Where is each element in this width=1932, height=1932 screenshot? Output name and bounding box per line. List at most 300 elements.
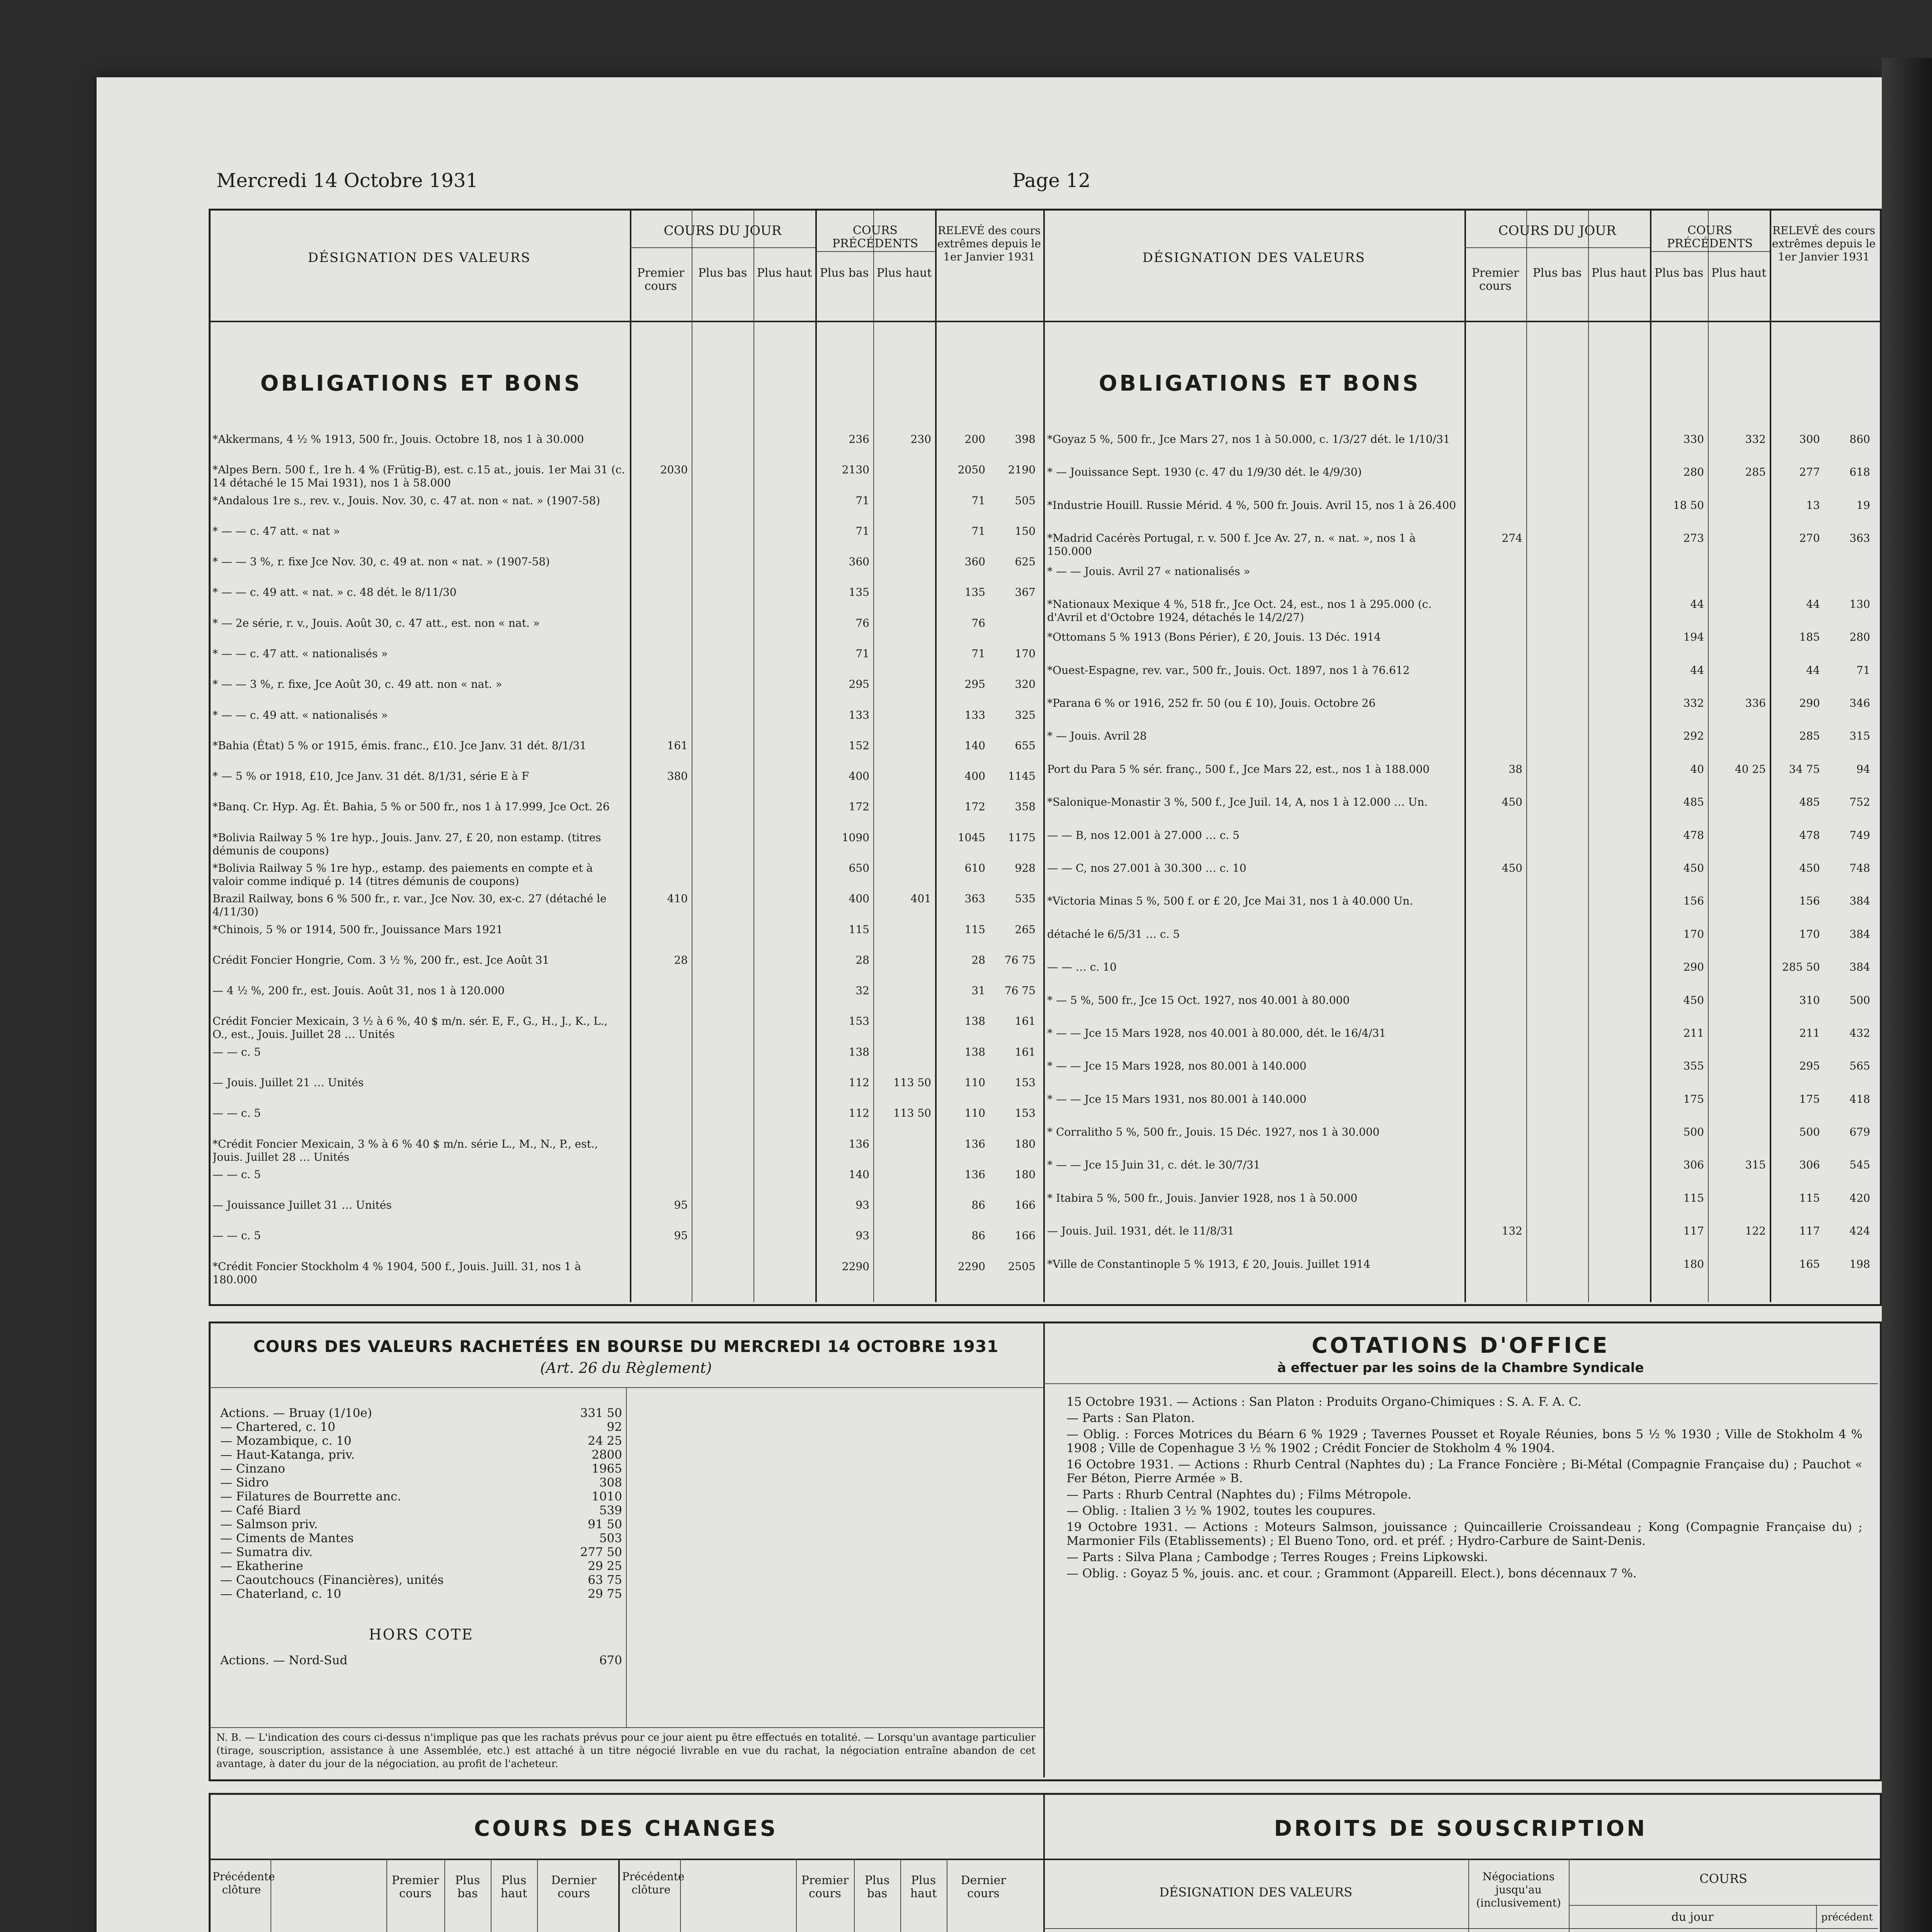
releve-low-value: 44 <box>1806 597 1820 611</box>
releve-low-value: 200 <box>964 433 985 446</box>
prec-bas-value: 44 <box>1690 663 1704 677</box>
rachetee-label: — Haut-Katanga, priv. <box>220 1448 355 1462</box>
releve-low-value: 1045 <box>957 831 985 844</box>
releve-high-value: 535 <box>1015 892 1036 905</box>
rachetee-label: — Ekatherine <box>220 1559 303 1573</box>
releve-low-value: 86 <box>971 1229 985 1242</box>
releve-high-value: 500 <box>1849 993 1870 1007</box>
bond-label: *Ottomans 5 % 1913 (Bons Périer), £ 20, Jouis. 13 Déc. 1914 <box>1047 631 1381 644</box>
releve-high-value: 161 <box>1015 1015 1036 1028</box>
prec-bas-value: 71 <box>855 524 869 537</box>
cotation-line: 16 Octobre 1931. — Actions : Rhurb Central (Naphtes du) ; La France Foncière ; Bi-Métal (Compagnie Française du) ; Pauchot « Fer Béton, Pierre Armée » B. <box>1066 1458 1862 1485</box>
precedents-rule <box>815 251 935 252</box>
releve-high-value: 752 <box>1849 796 1870 809</box>
changes-col-rule <box>680 1859 681 1932</box>
prec-bas-value: 500 <box>1683 1126 1704 1139</box>
releve-high-value: 384 <box>1849 961 1870 974</box>
rachetee-label: — Chaterland, c. 10 <box>220 1587 342 1601</box>
releve-high-value: 545 <box>1849 1158 1870 1172</box>
change-dernier-head: Dernier cours <box>961 1874 1006 1900</box>
rachetee-value: 24 25 <box>588 1434 622 1448</box>
prec-bas-value: 478 <box>1683 828 1704 842</box>
premier-cours-head: Premier cours <box>637 266 685 293</box>
header-date: Mercredi 14 Octobre 1931 <box>216 169 478 192</box>
rachetee-label: — Café Biard <box>220 1503 301 1517</box>
releve-low-value: 185 <box>1799 631 1820 644</box>
prec-bas-value: 140 <box>849 1168 869 1181</box>
releve-high-value: 679 <box>1849 1126 1870 1139</box>
bond-label: *Industrie Houill. Russie Mérid. 4 %, 500 fr. Jouis. Avril 15, nos 1 à 26.400 <box>1047 498 1456 512</box>
releve-low-value: 170 <box>1799 927 1820 940</box>
prec-haut-value: 113 50 <box>893 1107 931 1120</box>
prec-haut-value: 40 25 <box>1735 762 1766 776</box>
releve-high-value: 166 <box>1015 1199 1036 1212</box>
releve-low-value: 115 <box>964 923 985 936</box>
prec-bas-value: 40 <box>1690 762 1704 776</box>
change-bas-head: Plus bas <box>864 1874 890 1900</box>
bond-label: * — — Jce 15 Juin 31, c. dét. le 30/7/31 <box>1047 1158 1260 1172</box>
change-prec-head: Précédente clôture <box>213 1870 275 1896</box>
column-rule <box>1588 209 1589 1302</box>
releve-high-value: 150 <box>1015 524 1036 537</box>
prec-bas-value: 175 <box>1683 1092 1704 1105</box>
bond-label: *Bolivia Railway 5 % 1re hyp., estamp. des paiements en compte et à valoir comme indiqué p. 14 (titres démunis de coupons) <box>213 862 593 888</box>
header-page-number: Page 12 <box>1012 169 1091 192</box>
bond-label: *Bolivia Railway 5 % 1re hyp., Jouis. Janv. 27, £ 20, non estamp. (titres démunis de coupons) <box>213 831 601 857</box>
prec-bas-value: 115 <box>1683 1191 1704 1204</box>
middle-divider <box>1043 1321 1045 1777</box>
prec-plus-bas-head: Plus bas <box>1654 266 1704 280</box>
bond-label: — 4 ½ %, 200 fr., est. Jouis. Août 31, nos 1 à 120.000 <box>213 984 505 997</box>
releve-high-value: 363 <box>1849 532 1870 545</box>
center-divider <box>1043 209 1045 1302</box>
bond-label: * — 5 % or 1918, £10, Jce Janv. 31 dét. 8/1/31, série E à F <box>213 770 529 783</box>
sousc-cours-head: COURS <box>1699 1871 1747 1886</box>
prec-bas-value: 306 <box>1683 1158 1704 1172</box>
releve-low-value: 28 <box>971 953 985 966</box>
bond-label: *Victoria Minas 5 %, 500 f. or £ 20, Jce Mai 31, nos 1 à 40.000 Un. <box>1047 895 1413 908</box>
rachetees-nb: N. B. — L'indication des cours ci-dessus n'implique pas que les rachats prévus pour ce jour aient pu être effectués en totalité. — Lorsqu'un avantage particulier (tirage, souscription, assistance à une Assemblée, etc.) est attaché à un titre négocié livrable en vue du rachat, la négociation entraîne abandon de cet avantage, à dater du jour de la négociation, au profit de l'acheteur. <box>216 1732 1036 1770</box>
releve-low-value: 211 <box>1799 1026 1820 1039</box>
releve-low-value: 86 <box>971 1199 985 1212</box>
rachetee-label: — Chartered, c. 10 <box>220 1420 335 1434</box>
releve-low-value: 138 <box>964 1015 985 1028</box>
releve-low-value: 310 <box>1799 993 1820 1007</box>
bond-label: * — Jouis. Avril 28 <box>1047 730 1147 743</box>
releve-high-value: 384 <box>1849 927 1870 940</box>
prec-bas-value: 76 <box>855 616 869 629</box>
bond-label: détaché le 6/5/31 … c. 5 <box>1047 927 1180 940</box>
bond-label: * — — Jce 15 Mars 1928, nos 80.001 à 140.000 <box>1047 1060 1307 1073</box>
rachetee-value: 277 50 <box>580 1545 622 1559</box>
prec-bas-value: 295 <box>849 678 869 691</box>
bond-label: * — — c. 49 att. « nationalisés » <box>213 708 388 721</box>
rachetee-label: — Sidro <box>220 1476 269 1490</box>
releve-low-value: 610 <box>964 862 985 874</box>
prec-bas-value: 485 <box>1683 796 1704 809</box>
hors-cote-value: 670 <box>599 1653 622 1667</box>
prec-bas-value: 28 <box>855 953 869 966</box>
change-haut-head: Plus haut <box>910 1874 937 1900</box>
bond-label: *Ville de Constantinople 5 % 1913, £ 20, Jouis. Juillet 1914 <box>1047 1257 1371 1270</box>
prec-bas-value: 280 <box>1683 466 1704 479</box>
prec-bas-value: 400 <box>849 892 869 905</box>
designation-head: DÉSIGNATION DES VALEURS <box>308 250 531 265</box>
prec-bas-value: 360 <box>849 555 869 568</box>
prec-bas-value: 138 <box>849 1045 869 1058</box>
premier-cours-value: 274 <box>1502 532 1522 545</box>
rachetee-label: — Mozambique, c. 10 <box>220 1434 352 1448</box>
bond-label: — — c. 5 <box>213 1107 261 1120</box>
change-prec-head: Précédente clôture <box>622 1870 685 1896</box>
prec-bas-value: 44 <box>1690 597 1704 611</box>
rachetee-value: 63 75 <box>588 1573 622 1587</box>
releve-high-value: 94 <box>1856 762 1870 776</box>
rachetee-label: Actions. — Bruay (1/10e) <box>220 1406 372 1420</box>
releve-high-value: 420 <box>1849 1191 1870 1204</box>
bond-label: *Nationaux Mexique 4 %, 518 fr., Jce Oct. 24, est., nos 1 à 295.000 (c. d'Avril et d'Octobre 1924, détachés le 14/2/27) <box>1047 597 1432 624</box>
bond-label: *Crédit Foncier Mexicain, 3 % à 6 % 40 $ m/n. série L., M., N., P., est., Jouis. Juillet 28 … Unités <box>213 1137 598 1163</box>
prec-bas-value: 330 <box>1683 433 1704 446</box>
prec-bas-value: 156 <box>1683 895 1704 908</box>
rachetee-label: — Filatures de Bourrette anc. <box>220 1490 401 1503</box>
page-edge-shadow <box>1882 58 1932 1932</box>
releve-high-value: 432 <box>1849 1026 1870 1039</box>
releve-low-value: 285 50 <box>1782 961 1820 974</box>
prec-plus-bas-head: Plus bas <box>820 266 869 280</box>
bond-label: *Banq. Cr. Hyp. Ag. Ét. Bahia, 5 % or 500 fr., nos 1 à 17.999, Jce Oct. 26 <box>213 800 610 813</box>
bond-label: * — — 3 %, r. fixe Jce Nov. 30, c. 49 at. non « nat. » (1907-58) <box>213 555 550 568</box>
left-section-title: OBLIGATIONS ET BONS <box>260 371 582 396</box>
right-section-title: OBLIGATIONS ET BONS <box>1099 371 1421 396</box>
rachetee-label: — Caoutchoucs (Financières), unités <box>220 1573 444 1587</box>
releve-low-value: 44 <box>1806 663 1820 677</box>
releve-low-value: 270 <box>1799 532 1820 545</box>
premier-cours-value: 28 <box>674 953 688 966</box>
changes-col-rule <box>270 1859 271 1932</box>
prec-haut-value: 113 50 <box>893 1076 931 1089</box>
bond-label: — — … c. 10 <box>1047 961 1117 974</box>
releve-low-value: 300 <box>1799 433 1820 446</box>
column-rule <box>935 209 937 1302</box>
releve-high-value: 928 <box>1015 862 1036 874</box>
prec-haut-value: 315 <box>1745 1158 1766 1172</box>
premier-cours-value: 2030 <box>660 463 688 476</box>
releve-low-value: 13 <box>1806 498 1820 512</box>
releve-high-value: 358 <box>1015 800 1036 813</box>
releve-low-value: 172 <box>964 800 985 813</box>
releve-low-value: 71 <box>971 647 985 660</box>
rachetee-value: 92 <box>607 1420 622 1434</box>
bond-label: * — — c. 49 att. « nat. » c. 48 dét. le 8/11/30 <box>213 586 457 599</box>
bond-label: *Madrid Cacérès Portugal, r. v. 500 f. Jce Av. 27, n. « nat. », nos 1 à 150.000 <box>1047 532 1416 558</box>
prec-haut-value: 336 <box>1745 697 1766 710</box>
releve-low-value: 76 <box>971 616 985 629</box>
releve-low-value: 295 <box>964 678 985 691</box>
bond-label: — Jouis. Juil. 1931, dét. le 11/8/31 <box>1047 1225 1235 1238</box>
cours-rule <box>1464 247 1650 248</box>
bond-label: * — — c. 47 att. « nationalisés » <box>213 647 388 660</box>
bond-label: * — — Jce 15 Mars 1931, nos 80.001 à 140.000 <box>1047 1092 1307 1105</box>
rachetee-value: 91 50 <box>588 1517 622 1531</box>
releve-high-value: 625 <box>1015 555 1036 568</box>
sousc-negociations-head: Négociations jusqu'au (inclusivement) <box>1476 1870 1561 1909</box>
rachetee-value: 308 <box>599 1476 622 1490</box>
prec-bas-value: 172 <box>849 800 869 813</box>
releve-high-value: 166 <box>1015 1229 1036 1242</box>
prec-bas-value: 1090 <box>842 831 869 844</box>
releve-low-value: 165 <box>1799 1257 1820 1270</box>
rachetee-label: — Salmson priv. <box>220 1517 318 1531</box>
sousc-designation-head: DÉSIGNATION DES VALEURS <box>1159 1885 1352 1900</box>
releve-high-value: 315 <box>1849 730 1870 743</box>
changes-divider <box>1043 1793 1045 1932</box>
head-divider <box>209 321 1882 322</box>
cours-rule <box>630 247 815 248</box>
releve-low-value: 363 <box>964 892 985 905</box>
rachetee-value: 29 75 <box>588 1587 622 1601</box>
prec-bas-value: 236 <box>849 433 869 446</box>
prec-bas-value: 152 <box>849 739 869 752</box>
releve-high-value: 130 <box>1849 597 1870 611</box>
hors-cote-title: HORS COTE <box>369 1626 474 1643</box>
prec-plus-haut-head: Plus haut <box>1711 266 1767 280</box>
releve-low-value: 136 <box>964 1168 985 1181</box>
prec-bas-value: 355 <box>1683 1060 1704 1073</box>
prec-bas-value: 170 <box>1683 927 1704 940</box>
releve-low-value: 290 <box>1799 697 1820 710</box>
premier-cours-value: 450 <box>1502 862 1522 874</box>
releve-low-value: 133 <box>964 708 985 721</box>
prec-bas-value: 112 <box>849 1107 869 1120</box>
releve-high-value: 153 <box>1015 1107 1036 1120</box>
change-dernier-head: Dernier cours <box>551 1874 597 1900</box>
change-bas-head: Plus bas <box>455 1874 480 1900</box>
releve-high-value: 76 75 <box>1004 984 1036 997</box>
bond-label: * Corralitho 5 %, 500 fr., Jouis. 15 Déc. 1927, nos 1 à 30.000 <box>1047 1126 1380 1139</box>
bond-label: *Parana 6 % or 1916, 252 fr. 50 (ou £ 10), Jouis. Octobre 26 <box>1047 697 1376 710</box>
bond-label: *Crédit Foncier Stockholm 4 % 1904, 500 f., Jouis. Juill. 31, nos 1 à 180.000 <box>213 1260 581 1286</box>
prec-bas-value: 18 50 <box>1673 498 1704 512</box>
bond-label: *Bahia (État) 5 % or 1915, émis. franc., £10. Jce Janv. 31 dét. 8/1/31 <box>213 739 587 752</box>
rachetee-value: 2800 <box>592 1448 622 1462</box>
bond-label: * — 2e série, r. v., Jouis. Août 30, c. 47 att., est. non « nat. » <box>213 616 540 629</box>
prec-bas-value: 180 <box>1683 1257 1704 1270</box>
prec-haut-value: 122 <box>1745 1225 1766 1238</box>
premier-cours-value: 95 <box>674 1229 688 1242</box>
premier-cours-value: 380 <box>667 770 688 783</box>
bond-label: *Ouest-Espagne, rev. var., 500 fr., Jouis. Oct. 1897, nos 1 à 76.612 <box>1047 663 1410 677</box>
bond-label: *Akkermans, 4 ½ % 1913, 500 fr., Jouis. Octobre 18, nos 1 à 30.000 <box>213 433 584 446</box>
change-haut-head: Plus haut <box>500 1874 527 1900</box>
releve-high-value: 153 <box>1015 1076 1036 1089</box>
releve-low-value: 115 <box>1799 1191 1820 1204</box>
releve-high-value: 860 <box>1849 433 1870 446</box>
releve-low-value: 117 <box>1799 1225 1820 1238</box>
premier-cours-value: 410 <box>667 892 688 905</box>
bond-label: — — C, nos 27.001 à 30.300 … c. 10 <box>1047 862 1247 874</box>
designation-head: DÉSIGNATION DES VALEURS <box>1142 250 1366 265</box>
souscription-title: DROITS DE SOUSCRIPTION <box>1274 1816 1647 1841</box>
rachetee-label: — Sumatra div. <box>220 1545 313 1559</box>
prec-bas-value: 133 <box>849 708 869 721</box>
plus-bas-head: Plus bas <box>1532 266 1582 280</box>
prec-plus-haut-head: Plus haut <box>876 266 932 280</box>
cotations-title: COTATIONS D'OFFICE <box>1311 1333 1610 1358</box>
bond-label: Brazil Railway, bons 6 % 500 fr., r. var., Jce Nov. 30, ex-c. 27 (détaché le 4/11/30) <box>213 892 607 918</box>
sousc-jour-head: du jour <box>1671 1910 1714 1924</box>
rachetee-value: 1010 <box>592 1490 622 1503</box>
cotations-rule <box>1043 1383 1878 1384</box>
column-rule <box>1770 209 1771 1302</box>
prec-bas-value: 93 <box>855 1229 869 1242</box>
precedents-rule <box>1650 251 1770 252</box>
cotations-subtitle: à effectuer par les soins de la Chambre Syndicale <box>1277 1360 1644 1376</box>
prec-bas-value: 2130 <box>842 463 869 476</box>
sousc-sub-rule <box>1569 1905 1878 1906</box>
bond-label: *Chinois, 5 % or 1914, 500 fr., Jouissance Mars 1921 <box>213 923 503 936</box>
releve-high-value: 398 <box>1015 433 1036 446</box>
prec-bas-value: 292 <box>1683 730 1704 743</box>
bond-label: Crédit Foncier Hongrie, Com. 3 ½ %, 200 fr., est. Jce Août 31 <box>213 953 549 966</box>
bond-label: *Salonique-Monastir 3 %, 500 f., Jce Juil. 14, A, nos 1 à 12.000 … Un. <box>1047 796 1428 809</box>
cours-du-jour-head: COURS DU JOUR <box>663 223 782 238</box>
releve-low-value: 71 <box>971 494 985 507</box>
releve-low-value: 135 <box>964 586 985 599</box>
releve-head: RELEVÉ des cours extrêmes depuis le 1er Janvier 1931 <box>1772 224 1876 263</box>
column-rule <box>1708 209 1709 1302</box>
bond-label: — — c. 5 <box>213 1045 261 1058</box>
rachetees-col-rule <box>626 1387 627 1727</box>
plus-haut-head: Plus haut <box>1591 266 1647 280</box>
releve-low-value: 485 <box>1799 796 1820 809</box>
releve-high-value: 19 <box>1856 498 1870 512</box>
releve-high-value: 1175 <box>1008 831 1036 844</box>
releve-high-value: 265 <box>1015 923 1036 936</box>
releve-low-value: 136 <box>964 1137 985 1150</box>
bond-label: — — c. 5 <box>213 1229 261 1242</box>
cotation-line: — Oblig. : Goyaz 5 %, jouis. anc. et cour. ; Grammont (Appareill. Elect.), bons décennaux 7 %. <box>1066 1566 1637 1580</box>
prec-bas-value: 153 <box>849 1015 869 1028</box>
prec-bas-value: 136 <box>849 1137 869 1150</box>
releve-low-value: 285 <box>1799 730 1820 743</box>
cours-precedents-head: COURS PRÉCÉDENTS <box>1667 224 1753 250</box>
premier-cours-value: 132 <box>1502 1225 1522 1238</box>
releve-low-value: 110 <box>964 1107 985 1120</box>
releve-high-value: 748 <box>1849 862 1870 874</box>
releve-low-value: 360 <box>964 555 985 568</box>
page-header <box>216 169 1862 192</box>
releve-low-value: 34 75 <box>1789 762 1820 776</box>
prec-haut-value: 285 <box>1745 466 1766 479</box>
releve-high-value: 655 <box>1015 739 1036 752</box>
cotation-line: — Parts : San Platon. <box>1066 1411 1195 1425</box>
releve-high-value: 198 <box>1849 1257 1870 1270</box>
premier-cours-head: Premier cours <box>1471 266 1519 293</box>
releve-high-value: 161 <box>1015 1045 1036 1058</box>
releve-high-value: 505 <box>1015 494 1036 507</box>
releve-high-value: 367 <box>1015 586 1036 599</box>
sousc-head-rule <box>1043 1928 1878 1929</box>
changes-title: COURS DES CHANGES <box>474 1816 778 1841</box>
bond-label: * — — c. 47 att. « nat » <box>213 524 340 537</box>
changes-title-rule <box>209 1859 1882 1860</box>
bond-label: * — Jouissance Sept. 1930 (c. 47 du 1/9/30 dét. le 4/9/30) <box>1047 466 1362 479</box>
releve-high-value: 180 <box>1015 1137 1036 1150</box>
releve-head: RELEVÉ des cours extrêmes depuis le 1er Janvier 1931 <box>937 224 1041 263</box>
prec-bas-value: 211 <box>1683 1026 1704 1039</box>
releve-low-value: 110 <box>964 1076 985 1089</box>
releve-low-value: 295 <box>1799 1060 1820 1073</box>
cotation-line: — Oblig. : Italien 3 ½ % 1902, toutes les coupures. <box>1066 1504 1376 1518</box>
rachetee-value: 1965 <box>592 1462 622 1476</box>
prec-bas-value: 93 <box>855 1199 869 1212</box>
cours-precedents-head: COURS PRÉCÉDENTS <box>832 224 918 250</box>
bond-label: * Itabira 5 %, 500 fr., Jouis. Janvier 1928, nos 1 à 50.000 <box>1047 1191 1357 1204</box>
prec-bas-value: 32 <box>855 984 869 997</box>
bond-label: * — 5 %, 500 fr., Jce 15 Oct. 1927, nos 40.001 à 80.000 <box>1047 993 1350 1007</box>
prec-haut-value: 230 <box>910 433 931 446</box>
column-rule <box>873 209 874 1302</box>
releve-high-value: 325 <box>1015 708 1036 721</box>
releve-high-value: 2190 <box>1008 463 1036 476</box>
bond-label: *Alpes Bern. 500 f., 1re h. 4 % (Frütig-B), est. c.15 at., jouis. 1er Mai 31 (c. 14 détaché le 15 Mai 1931), nos 1 à 58.000 <box>213 463 625 490</box>
prec-haut-value: 332 <box>1745 433 1766 446</box>
releve-high-value: 170 <box>1015 647 1036 660</box>
bond-label: — — c. 5 <box>213 1168 261 1181</box>
releve-low-value: 31 <box>971 984 985 997</box>
releve-low-value: 2290 <box>957 1260 985 1273</box>
column-rule <box>753 209 754 1302</box>
cotation-line: 19 Octobre 1931. — Actions : Moteurs Salmson, jouissance ; Quincaillerie Croissandeau ; Kong (Compagnie Française du) ; Marmonier Fils (Etablissements) ; El Bueno Tono, ord. et préf. ; Hydro-Carbure de Saint-Denis. <box>1066 1520 1862 1548</box>
bond-label: *Goyaz 5 %, 500 fr., Jce Mars 27, nos 1 à 50.000, c. 1/3/27 dét. le 1/10/31 <box>1047 433 1450 446</box>
bond-label: — — B, nos 12.001 à 27.000 … c. 5 <box>1047 828 1240 842</box>
bond-label: — Jouissance Juillet 31 … Unités <box>213 1199 392 1212</box>
releve-high-value: 618 <box>1849 466 1870 479</box>
sousc-precedent-head: précédent <box>1821 1912 1873 1923</box>
plus-bas-head: Plus bas <box>698 266 747 280</box>
cotation-line: — Parts : Rhurb Central (Naphtes du) ; Films Métropole. <box>1066 1488 1412 1502</box>
premier-cours-value: 161 <box>667 739 688 752</box>
prec-bas-value: 2290 <box>842 1260 869 1273</box>
releve-low-value: 450 <box>1799 862 1820 874</box>
prec-bas-value: 332 <box>1683 697 1704 710</box>
releve-high-value: 280 <box>1849 631 1870 644</box>
bond-label: Crédit Foncier Mexicain, 3 ½ à 6 %, 40 $ m/n. sér. E, F., G., H., J., K., L., O., est., Jouis. Juillet 28 … Unités <box>213 1015 608 1041</box>
releve-high-value: 749 <box>1849 828 1870 842</box>
rachetee-value: 539 <box>599 1503 622 1517</box>
cotation-line: 15 Octobre 1931. — Actions : San Platon : Produits Organo-Chimiques : S. A. F. A. C. <box>1066 1395 1582 1409</box>
rachetee-value: 29 25 <box>588 1559 622 1573</box>
bond-label: * — — 3 %, r. fixe, Jce Août 30, c. 49 att. non « nat. » <box>213 678 502 691</box>
changes-half-rule <box>618 1859 620 1932</box>
rachetees-subtitle: (Art. 26 du Règlement) <box>540 1359 712 1376</box>
bond-label: *Andalous 1re s., rev. v., Jouis. Nov. 30, c. 47 at. non « nat. » (1907-58) <box>213 494 600 507</box>
premier-cours-value: 450 <box>1502 796 1522 809</box>
releve-high-value: 71 <box>1856 663 1870 677</box>
bond-label: — Jouis. Juillet 21 … Unités <box>213 1076 364 1089</box>
prec-bas-value: 400 <box>849 770 869 783</box>
releve-low-value: 156 <box>1799 895 1820 908</box>
prec-bas-value: 194 <box>1683 631 1704 644</box>
cotation-line: — Oblig. : Forces Motrices du Béarn 6 % 1929 ; Tavernes Pousset et Royale Réunies, bons 5 ½ % 1930 ; Ville de Stokholm 4 % 1908 ; Ville de Copenhague 3 ½ % 1902 ; Crédit Foncier de Stokholm 4 % 1904. <box>1066 1427 1862 1455</box>
releve-high-value: 180 <box>1015 1168 1036 1181</box>
prec-bas-value: 135 <box>849 586 869 599</box>
releve-high-value: 1145 <box>1008 770 1036 783</box>
releve-low-value: 138 <box>964 1045 985 1058</box>
releve-low-value: 277 <box>1799 466 1820 479</box>
rachetee-value: 331 50 <box>580 1406 622 1420</box>
